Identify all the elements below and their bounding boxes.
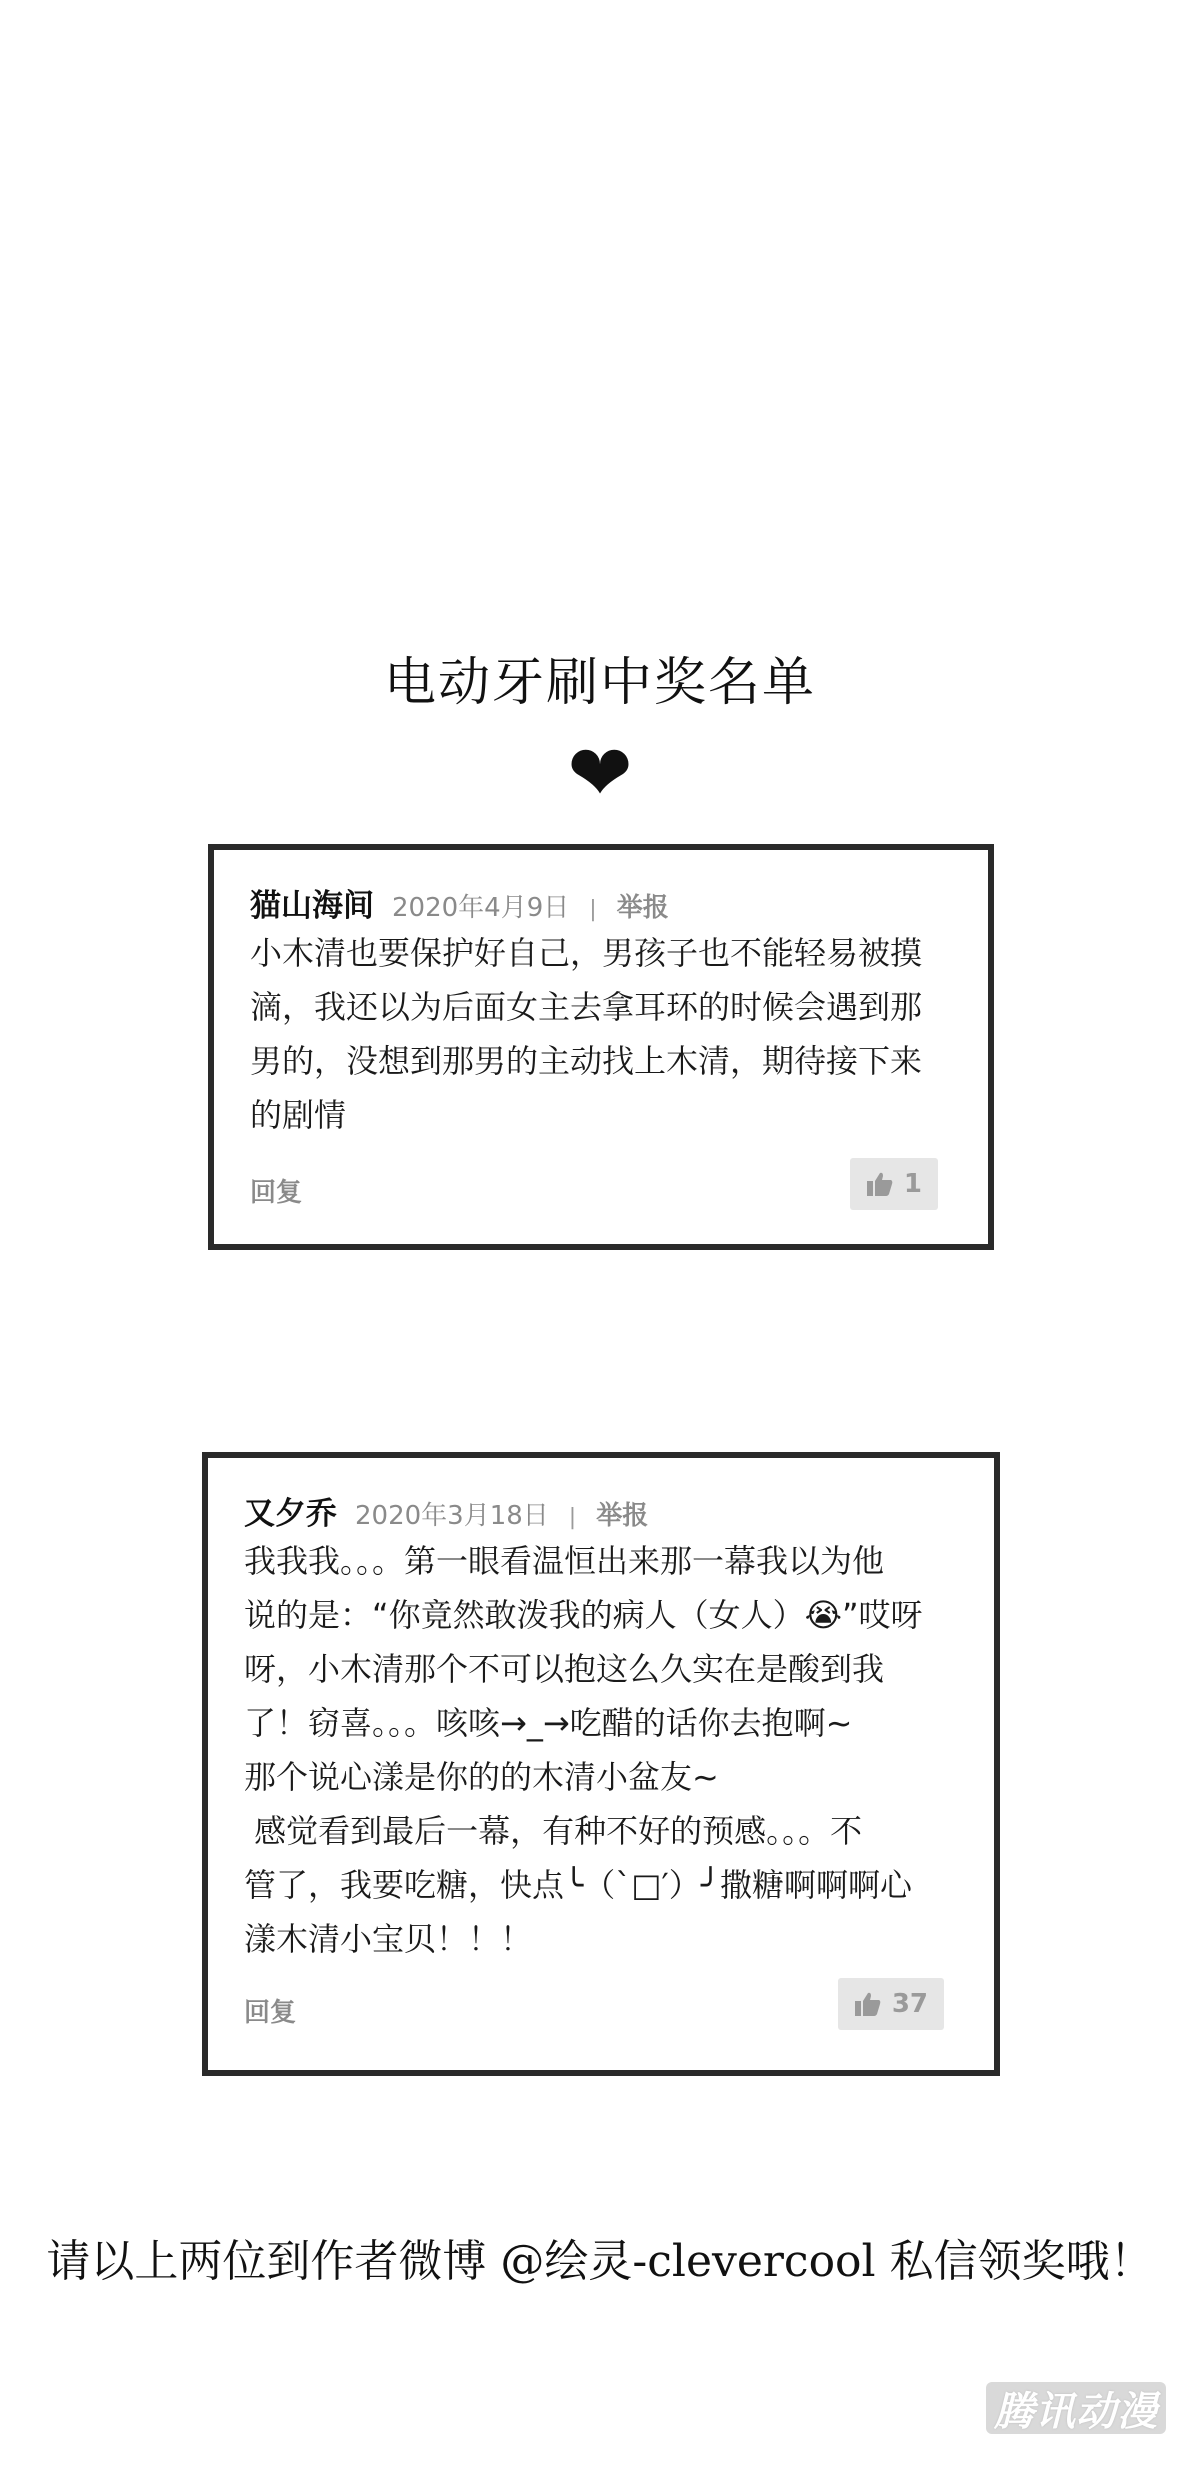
- comment-date: 2020年3月18日: [355, 1501, 549, 1531]
- comment-text: 小木清也要保护好自己，男孩子也不能轻易被摸 滴，我还以为后面女主去拿耳环的时候会遇到那 男的，没想到那男的主动找上木清，期待接下来 的剧情: [250, 934, 923, 1134]
- report-link[interactable]: 举报: [596, 1501, 649, 1531]
- watermark-logo: 腾讯动漫: [986, 2382, 1166, 2434]
- like-button[interactable]: [838, 1978, 944, 2030]
- comment-header: [250, 880, 669, 925]
- reply-link[interactable]: 回复: [244, 1998, 297, 2028]
- comment-date: 2020年4月9日: [392, 893, 570, 923]
- heart-icon: ❤: [567, 729, 633, 819]
- footer-note: 请以上两位到作者微博 @绘灵-clevercool 私信领奖哦！: [46, 2236, 1154, 2287]
- comment-username[interactable]: 猫山海间: [250, 888, 374, 924]
- report-link[interactable]: 举报: [616, 893, 669, 923]
- like-count: 37: [891, 1989, 928, 2019]
- thumbs-up-icon: [866, 1171, 894, 1197]
- separator: |: [568, 1505, 577, 1530]
- separator: |: [589, 897, 597, 922]
- thumbs-up-icon: [854, 1991, 882, 2017]
- like-count: 1: [903, 1169, 922, 1199]
- comment-card-2: [202, 1452, 1000, 2076]
- comment-card-1: [208, 844, 994, 1250]
- reply-link[interactable]: 回复: [250, 1178, 303, 1208]
- comment-text: 我我我。。。第一眼看温恒出来那一幕我以为他 说的是：“你竟然敢泼我的病人（女人）😭”哎呀 呀，小木清那个不可以抱这么久实在是酸到我 了！窃喜。。。咳咳→_→吃醋的话你去抱啊~ 那个说心漾是你的的木清小盆友~ 感觉看到最后一幕，有种不好的预感。。。不 管了，我要吃糖，快点╰（`□′）╯撒糖啊啊啊心 漾木清小宝贝！！！: [244, 1542, 923, 1958]
- comment-username[interactable]: 又夕乔: [244, 1496, 337, 1532]
- comment-header: [244, 1488, 648, 1533]
- like-button[interactable]: [850, 1158, 938, 1210]
- page-title: 电动牙刷中奖名单: [383, 653, 816, 713]
